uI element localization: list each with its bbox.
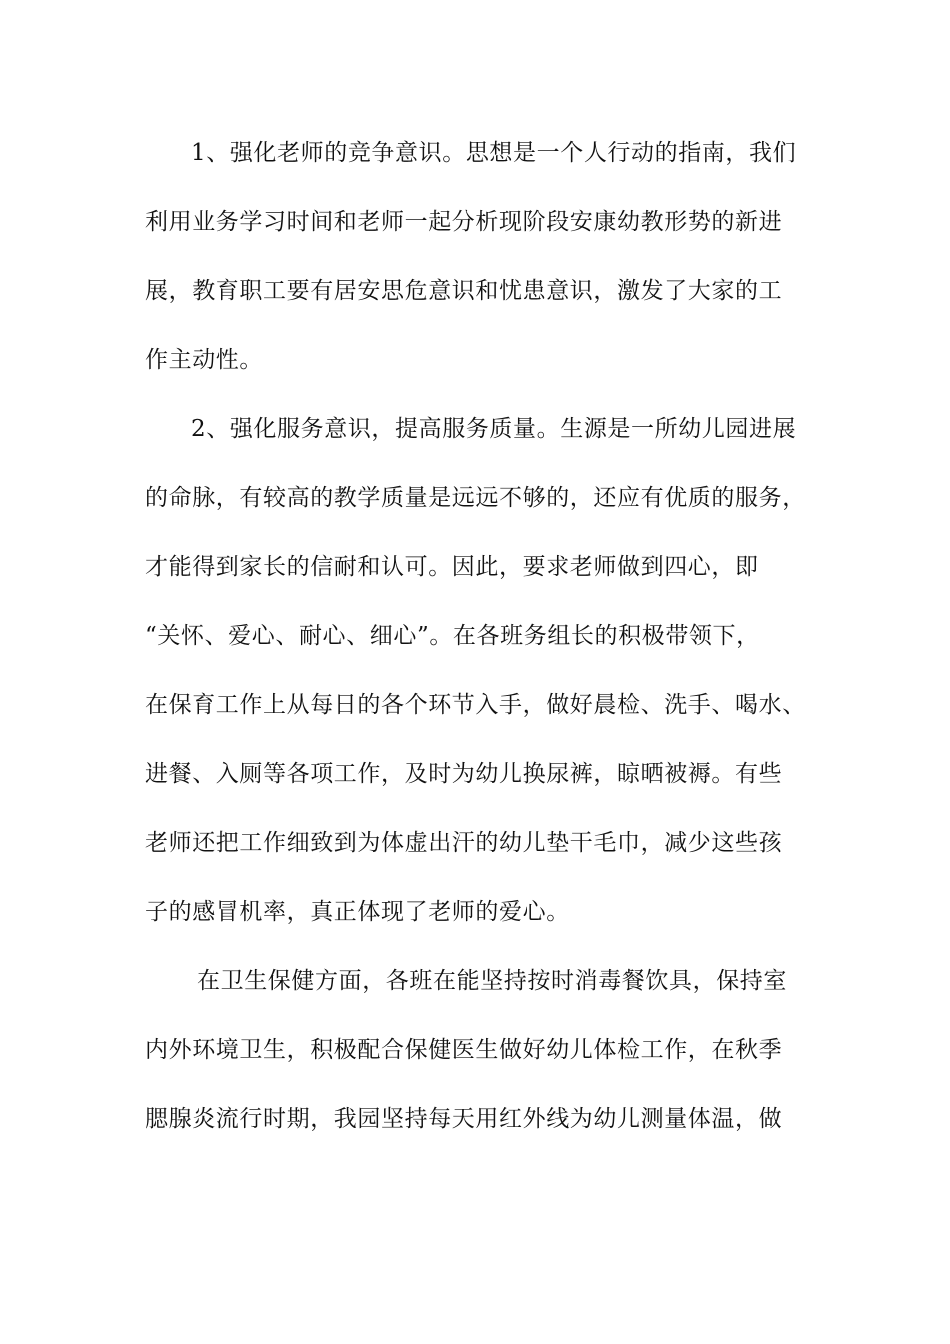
paragraph-3-line-3: 腮腺炎流行时期，我园坚持每天用红外线为幼儿测量体温，做 — [145, 1106, 783, 1132]
paragraph-1-line-4: 作主动性。 — [145, 347, 263, 373]
paragraph-2-line-8: 子的感冒机率，真正体现了老师的爱心。 — [145, 899, 570, 925]
paragraph-3-line-1: 在卫生保健方面，各班在能坚持按时消毒餐饮具，保持室 — [197, 968, 787, 994]
paragraph-1-line-2: 利用业务学习时间和老师一起分析现阶段安康幼教形势的新进 — [145, 209, 783, 235]
paragraph-3-line-2: 内外环境卫生，积极配合保健医生做好幼儿体检工作，在秋季 — [145, 1037, 783, 1063]
body-text — [145, 130, 815, 1165]
paragraph-1-line-3: 展，教育职工要有居安思危意识和忧患意识，激发了大家的工 — [145, 278, 783, 304]
paragraph-2-line-4: “关怀、爱心、耐心、细心”。在各班务组长的积极带领下， — [145, 623, 760, 649]
paragraph-1-line-1: 1、强化老师的竞争意识。思想是一个人行动的指南，我们 — [191, 140, 797, 166]
paragraph-2-line-7: 老师还把工作细致到为体虚出汗的幼儿垫干毛巾，减少这些孩 — [145, 830, 783, 856]
paragraph-2-line-2: 的命脉，有较高的教学质量是远远不够的，还应有优质的服务， — [145, 485, 806, 511]
paragraph-2-line-1: 2、强化服务意识，提高服务质量。生源是一所幼儿园进展 — [191, 416, 797, 442]
paragraph-2-line-3: 才能得到家长的信耐和认可。因此，要求老师做到四心，即 — [145, 554, 759, 580]
paragraph-2-line-6: 进餐、入厕等各项工作，及时为幼儿换尿裤，晾晒被褥。有些 — [145, 761, 783, 787]
paragraph-2-line-5: 在保育工作上从每日的各个环节入手，做好晨检、洗手、喝水、 — [145, 692, 806, 718]
